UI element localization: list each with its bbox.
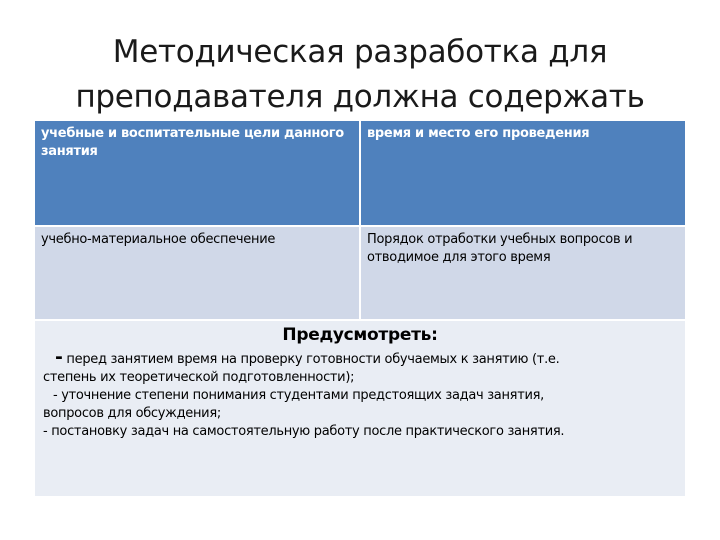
provide-line-4: вопросов для обсуждения; [43,406,221,421]
slide-title-line-1: Методическая разработка для [112,34,608,70]
cell-material-support: учебно-материальное обеспечение [35,227,359,319]
cell-question-order: Порядок отработки учебных вопросов и отводимое для этого время [361,227,685,319]
content-table [35,121,685,496]
provide-line-3: - уточнение степени понимания студентами предстоящих задач занятия, [53,388,544,403]
provide-cell [35,321,685,496]
provide-heading: Предусмотреть: [282,325,438,345]
provide-dash: - [55,346,63,368]
provide-line-5: - постановку задач на самостоятельную работу после практического занятия. [43,424,565,439]
slide-title [40,30,680,120]
header-cell-goals: учебные и воспитательные цели данного занятия [35,121,359,225]
provide-line-2: степень их теоретической подготовленности); [43,370,355,385]
header-cell-time-place: время и место его проведения [361,121,685,225]
slide-title-line-2: преподавателя должна содержать [75,79,645,115]
provide-line-1-text: перед занятием время на проверку готовности обучаемых к занятию (т.е. [62,352,560,367]
provide-line-1 [43,348,677,369]
